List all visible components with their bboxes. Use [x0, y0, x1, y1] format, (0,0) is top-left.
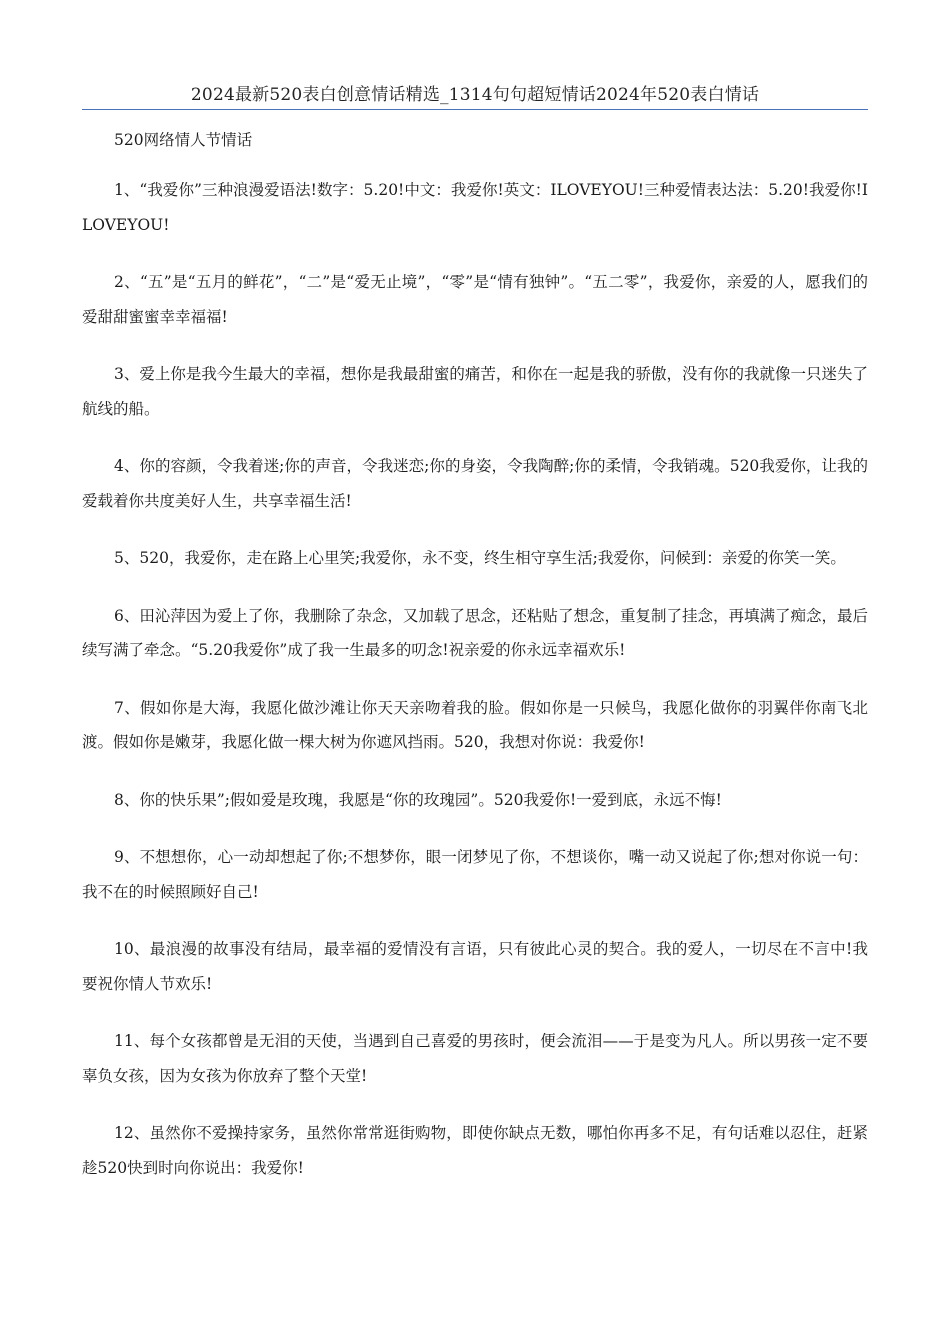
paragraph: 9、不想想你，心一动却想起了你;不想梦你，眼一闭梦见了你，不想谈你，嘴一动又说起了你;想对你说一句：我不在的时候照顾好自己!	[82, 848, 868, 901]
paragraph: 2、“五”是“五月的鲜花”，“二”是“爱无止境”，“零”是“情有独钟”。“五二零”，我爱你，亲爱的人，愿我们的爱甜甜蜜蜜幸幸福福!	[82, 273, 868, 326]
paragraph: 1、“我爱你”三种浪漫爱语法!数字：5.20!中文：我爱你!英文：ILOVEYOU!三种爱情表达法：5.20!我爱你!ILOVEYOU!	[82, 181, 868, 234]
paragraph: 3、爱上你是我今生最大的幸福，想你是我最甜蜜的痛苦，和你在一起是我的骄傲，没有你的我就像一只迷失了航线的船。	[82, 365, 868, 418]
paragraph: 5、520，我爱你，走在路上心里笑;我爱你，永不变，终生相守享生活;我爱你，问候到：亲爱的你笑一笑。	[114, 549, 846, 567]
paragraph: 8、你的快乐果”;假如爱是玫瑰，我愿是“你的玫瑰园”。520我爱你!一爱到底，永远不悔!	[114, 790, 722, 809]
document-body	[82, 128, 868, 1208]
paragraph: 10、最浪漫的故事没有结局，最幸福的爱情没有言语，只有彼此心灵的契合。我的爱人，一切尽在不言中!我要祝你情人节欢乐!	[82, 940, 868, 993]
header-divider	[82, 109, 868, 110]
paragraph: 7、假如你是大海，我愿化做沙滩让你天天亲吻着我的脸。假如你是一只候鸟，我愿化做你的羽翼伴你南飞北渡。假如你是嫩芽，我愿化做一棵大树为你遮风挡雨。520，我想对你说：我爱你!	[82, 698, 868, 751]
paragraph: 12、虽然你不爱操持家务，虽然你常常逛街购物，即使你缺点无数，哪怕你再多不足，有句话难以忍住，赶紧趁520快到时向你说出：我爱你!	[82, 1124, 868, 1177]
paragraph: 4、你的容颜，令我着迷;你的声音，令我迷恋;你的身姿，令我陶醉;你的柔情，令我销魂。520我爱你，让我的爱载着你共度美好人生，共享幸福生活!	[82, 457, 868, 510]
paragraph: 11、每个女孩都曾是无泪的天使，当遇到自己喜爱的男孩时，便会流泪——于是变为凡人。所以男孩一定不要辜负女孩，因为女孩为你放弃了整个天堂!	[82, 1032, 868, 1085]
paragraph: 6、田沁萍因为爱上了你，我删除了杂念，又加载了思念，还粘贴了想念，重复制了挂念，再填满了痴念，最后续写满了牵念。“5.20我爱你”成了我一生最多的叨念!祝亲爱的你永远幸福欢乐!	[82, 606, 868, 659]
page-header-title: 2024最新520表白创意情话精选_1314句句超短情话2024年520表白情话	[190, 85, 760, 105]
section-subtitle: 520网络情人节情话	[114, 131, 253, 149]
